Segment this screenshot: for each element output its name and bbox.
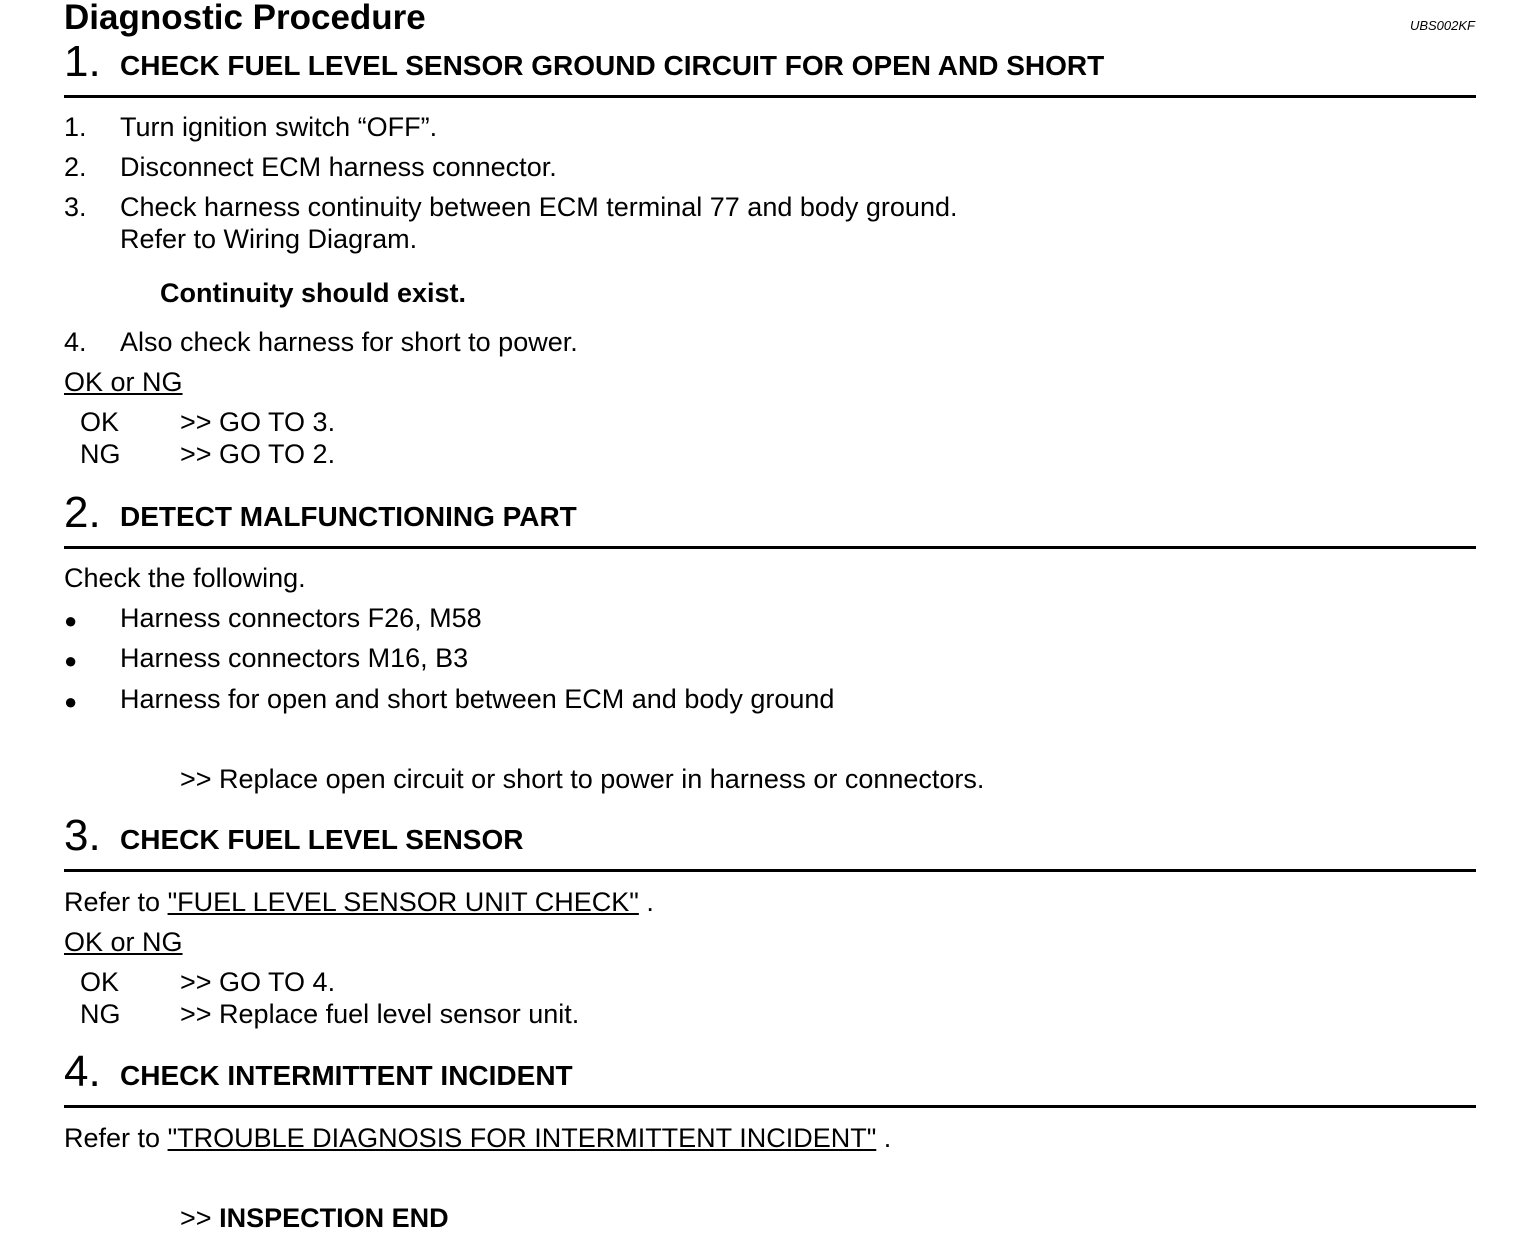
step-2-number: 2. bbox=[64, 488, 101, 537]
step-1-ng-action: >> GO TO 2. bbox=[180, 439, 336, 469]
bullet-icon: ● bbox=[64, 689, 78, 714]
bullet-icon: ● bbox=[64, 608, 78, 633]
step-1-number: 1. bbox=[64, 37, 101, 86]
step-4-number: 4. bbox=[64, 1047, 101, 1096]
step-1-ok-action: >> GO TO 3. bbox=[180, 407, 336, 437]
step-1-item-1-number: 1. bbox=[64, 112, 87, 142]
page-title: Diagnostic Procedure bbox=[64, 0, 426, 37]
step-3-number: 3. bbox=[64, 811, 101, 860]
step-2-heading: DETECT MALFUNCTIONING PART bbox=[120, 501, 577, 532]
step-2-intro: Check the following. bbox=[64, 563, 306, 593]
step-3-ok-label: OK bbox=[80, 967, 120, 997]
bullet-icon: ● bbox=[64, 648, 78, 673]
step-3-ok-action: >> GO TO 4. bbox=[180, 967, 336, 997]
document-code: UBS002KF bbox=[1409, 18, 1475, 33]
fuel-level-sensor-unit-check-link[interactable]: "FUEL LEVEL SENSOR UNIT CHECK" bbox=[167, 887, 639, 917]
refer-prefix: Refer to bbox=[64, 1123, 161, 1153]
step-2-bullet-3: Harness for open and short between ECM and body ground bbox=[120, 684, 835, 714]
step-1-item-3-text: Check harness continuity between ECM terminal 77 and body ground. bbox=[120, 192, 958, 222]
refer-suffix: . bbox=[883, 1123, 892, 1153]
step-1-spec: Continuity should exist. bbox=[160, 278, 467, 308]
refer-suffix: . bbox=[646, 887, 654, 917]
trouble-diagnosis-intermittent-incident-link[interactable]: "TROUBLE DIAGNOSIS FOR INTERMITTENT INCIDENT" bbox=[167, 1123, 877, 1153]
step-3-divider bbox=[64, 869, 1476, 872]
step-1-divider bbox=[64, 95, 1476, 98]
step-1-item-2-number: 2. bbox=[64, 152, 87, 182]
step-1-heading: CHECK FUEL LEVEL SENSOR GROUND CIRCUIT FOR OPEN AND SHORT bbox=[120, 50, 1105, 81]
step-3-ng-action: >> Replace fuel level sensor unit. bbox=[180, 999, 580, 1029]
step-1-item-2-text: Disconnect ECM harness connector. bbox=[120, 152, 557, 182]
step-1-item-3-text-continued: Refer to Wiring Diagram. bbox=[120, 224, 418, 254]
refer-prefix: Refer to bbox=[64, 887, 161, 917]
step-3-heading: CHECK FUEL LEVEL SENSOR bbox=[120, 824, 524, 855]
inspection-end-text: INSPECTION END bbox=[219, 1203, 449, 1233]
step-4-refer bbox=[64, 1123, 891, 1154]
step-3-refer bbox=[64, 887, 654, 918]
step-1-ng-label: NG bbox=[80, 439, 121, 469]
inspection-end bbox=[180, 1203, 449, 1234]
step-2-action: >> Replace open circuit or short to power in harness or connectors. bbox=[180, 764, 985, 794]
step-2-bullet-2: Harness connectors M16, B3 bbox=[120, 643, 469, 673]
step-2-divider bbox=[64, 546, 1476, 549]
step-1-item-1-text: Turn ignition switch “OFF”. bbox=[120, 112, 438, 142]
step-1-item-3-number: 3. bbox=[64, 192, 87, 222]
step-4-heading: CHECK INTERMITTENT INCIDENT bbox=[120, 1060, 573, 1091]
step-1-ok-label: OK bbox=[80, 407, 120, 437]
step-1-item-4-number: 4. bbox=[64, 327, 87, 357]
step-3-result-label: OK or NG bbox=[64, 927, 183, 957]
step-1-result-label: OK or NG bbox=[64, 367, 183, 397]
step-1-item-4-text: Also check harness for short to power. bbox=[120, 327, 578, 357]
inspection-end-prefix: >> bbox=[180, 1203, 212, 1233]
step-3-ng-label: NG bbox=[80, 999, 121, 1029]
step-4-divider bbox=[64, 1105, 1476, 1108]
step-2-bullet-1: Harness connectors F26, M58 bbox=[120, 603, 482, 633]
